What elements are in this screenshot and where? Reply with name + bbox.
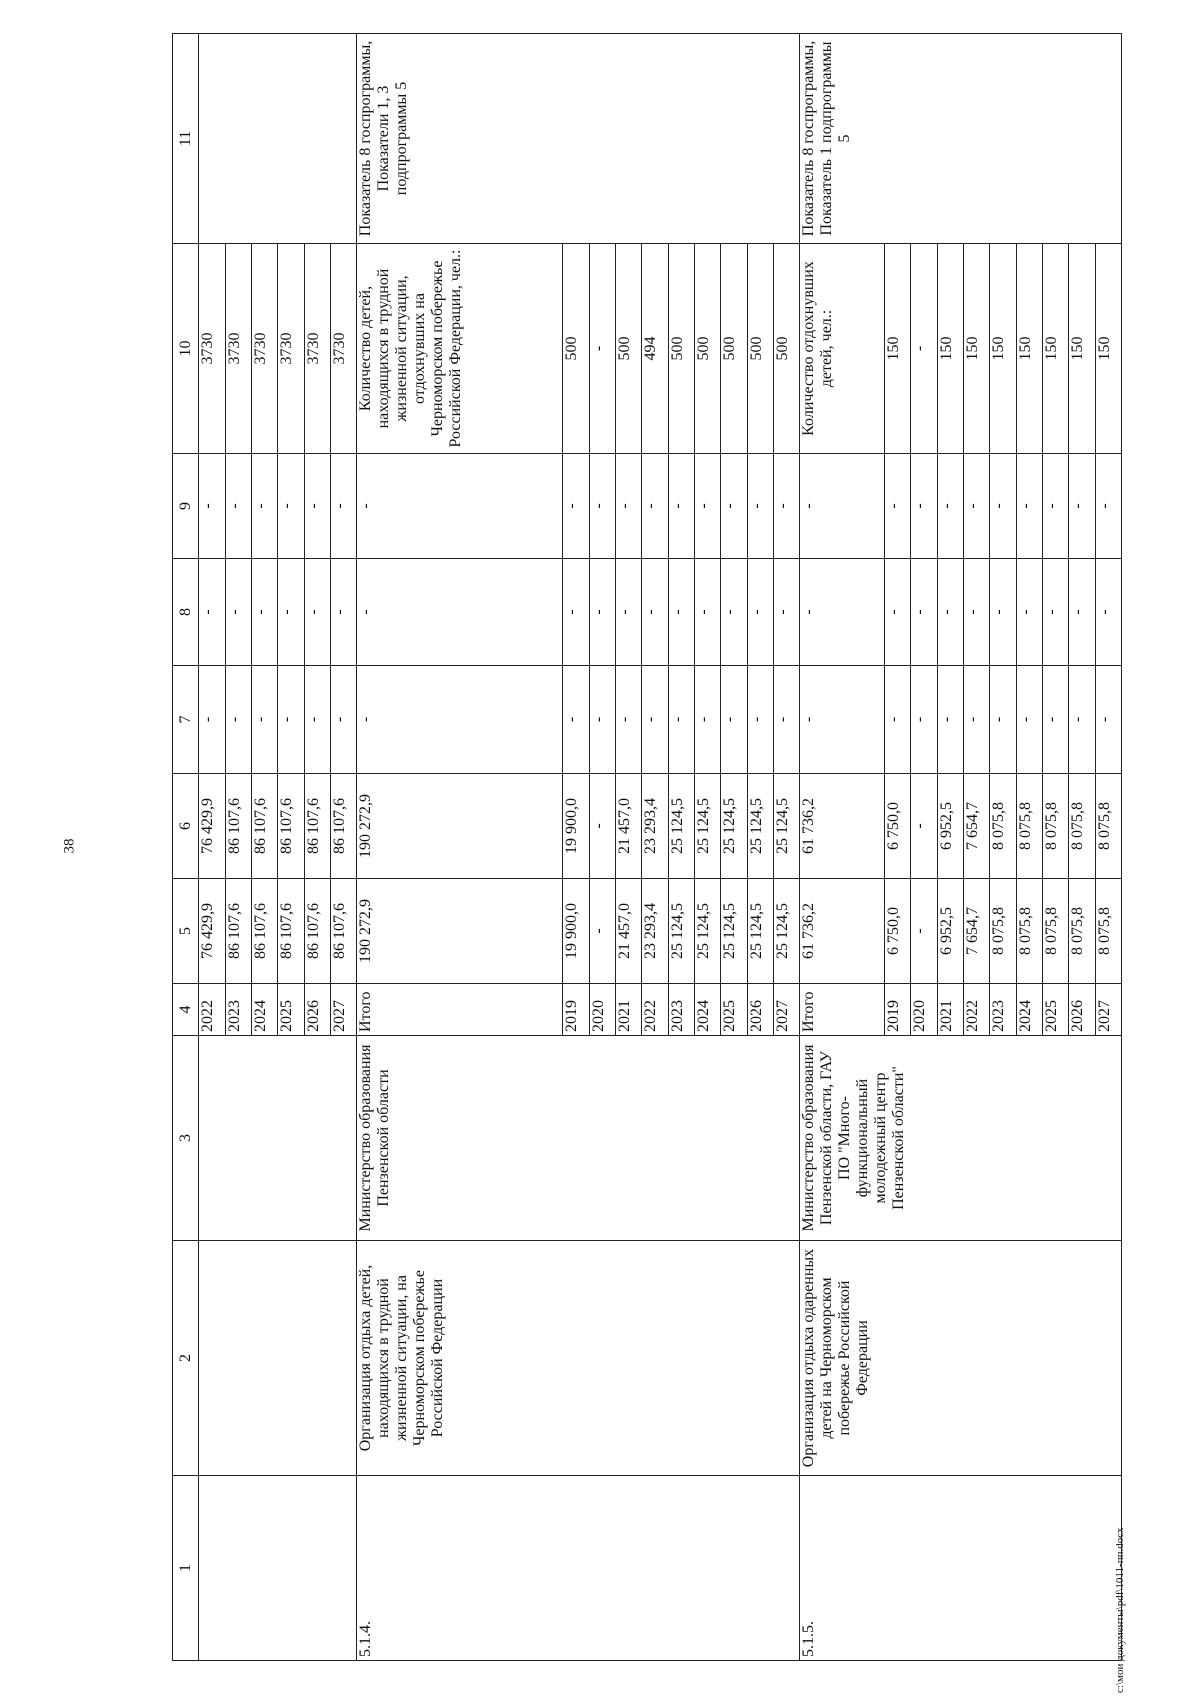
indicator-reference: Показатель 8 госпрограммы, Показатель 1 подпрограммы 5	[800, 34, 1122, 244]
year-cell: 2020	[589, 984, 615, 1036]
value-cell: -	[1016, 454, 1042, 559]
indicator-value: 150	[1042, 244, 1068, 454]
year-cell: 2024	[694, 984, 720, 1036]
indicator-value: 150	[1016, 244, 1042, 454]
value-cell: -	[721, 559, 747, 666]
value-cell: 25 124,5	[668, 774, 694, 879]
value-cell: 7 654,7	[963, 879, 989, 984]
value-cell: 7 654,7	[963, 774, 989, 879]
value-cell: 86 107,6	[278, 774, 304, 879]
value-cell: -	[1042, 666, 1068, 774]
value-cell: -	[563, 454, 589, 559]
value-cell: -	[225, 666, 251, 774]
value-cell: -	[589, 559, 615, 666]
value-cell: 25 124,5	[773, 879, 799, 984]
table-row-total	[357, 34, 563, 1661]
value-cell: 25 124,5	[747, 879, 773, 984]
value-cell: -	[694, 666, 720, 774]
value-cell: -	[747, 666, 773, 774]
program-table	[172, 33, 1122, 1661]
executor: Министерство образования Пензенской области, ГАУ ПО "Много-функциональный молодежный центр Пензенской области"	[800, 1036, 1122, 1241]
indicator-value: 150	[990, 244, 1016, 454]
value-cell: -	[885, 559, 911, 666]
value-cell: -	[616, 559, 642, 666]
column-header: 11	[173, 34, 199, 244]
value-cell: -	[937, 559, 963, 666]
value-cell: 21 457,0	[616, 879, 642, 984]
indicator-value: 150	[937, 244, 963, 454]
column-header: 5	[173, 879, 199, 984]
value-cell: 25 124,5	[694, 879, 720, 984]
measure-name: Организация отдыха одаренных детей на Черноморском побережье Российской Федерации	[800, 1241, 1122, 1476]
value-cell: -	[747, 454, 773, 559]
value-cell: 19 900,0	[563, 774, 589, 879]
value-cell: 76 429,9	[199, 879, 225, 984]
column-header: 9	[173, 454, 199, 559]
column-header: 4	[173, 984, 199, 1036]
value-cell: -	[330, 454, 356, 559]
header-row	[173, 34, 199, 1661]
value-cell: -	[773, 666, 799, 774]
value-cell: -	[225, 454, 251, 559]
value-cell: -	[330, 666, 356, 774]
total-value: -	[800, 454, 885, 559]
value-cell: -	[990, 454, 1016, 559]
value-cell: 6 750,0	[885, 774, 911, 879]
indicator-reference: Показатель 8 госпрограммы, Показатели 1, 3 подпрограммы 5	[357, 34, 800, 244]
column-header: 8	[173, 559, 199, 666]
cell-empty	[199, 1036, 357, 1241]
value-cell: -	[911, 774, 937, 879]
value-cell: -	[589, 879, 615, 984]
indicator-value: 3730	[251, 244, 277, 454]
year-cell: 2027	[773, 984, 799, 1036]
indicator-value: -	[589, 244, 615, 454]
total-value: -	[357, 559, 563, 666]
value-cell: 8 075,8	[990, 774, 1016, 879]
year-cell: 2023	[990, 984, 1016, 1036]
indicator-value: 150	[1095, 244, 1121, 454]
indicator-name: Количество отдохнувших детей, чел.:	[800, 244, 885, 454]
value-cell: 86 107,6	[225, 879, 251, 984]
value-cell: 8 075,8	[1042, 774, 1068, 879]
value-cell: -	[304, 666, 330, 774]
indicator-value: 3730	[304, 244, 330, 454]
value-cell: -	[1042, 454, 1068, 559]
value-cell: -	[694, 454, 720, 559]
value-cell: 8 075,8	[1016, 774, 1042, 879]
value-cell: -	[1095, 454, 1121, 559]
total-value: 61 736,2	[800, 774, 885, 879]
value-cell: -	[721, 666, 747, 774]
cell-empty	[199, 34, 357, 244]
total-label: Итого	[800, 984, 885, 1036]
page-number: 38	[61, 838, 78, 854]
value-cell: -	[330, 559, 356, 666]
cell-empty	[199, 1476, 357, 1661]
indicator-value: 3730	[199, 244, 225, 454]
value-cell: -	[963, 559, 989, 666]
value-cell: -	[304, 559, 330, 666]
column-header: 7	[173, 666, 199, 774]
value-cell: 21 457,0	[616, 774, 642, 879]
value-cell: 8 075,8	[1069, 879, 1095, 984]
column-header: 3	[173, 1036, 199, 1241]
value-cell: 8 075,8	[1069, 774, 1095, 879]
value-cell: -	[589, 774, 615, 879]
value-cell: -	[911, 559, 937, 666]
year-cell: 2019	[885, 984, 911, 1036]
value-cell: -	[990, 666, 1016, 774]
value-cell: -	[563, 559, 589, 666]
year-cell: 2025	[721, 984, 747, 1036]
value-cell: -	[589, 454, 615, 559]
indicator-value: -	[911, 244, 937, 454]
indicator-value: 500	[747, 244, 773, 454]
footer-file-path: c:\мои документы\pdf\1011-пп.docx	[1114, 1527, 1126, 1693]
value-cell: 86 107,6	[330, 774, 356, 879]
value-cell: 6 952,5	[937, 774, 963, 879]
indicator-value: 3730	[278, 244, 304, 454]
year-cell: 2023	[668, 984, 694, 1036]
year-cell: 2025	[278, 984, 304, 1036]
indicator-value: 500	[694, 244, 720, 454]
column-header: 6	[173, 774, 199, 879]
column-header: 10	[173, 244, 199, 454]
value-cell: -	[642, 559, 668, 666]
total-label: Итого	[357, 984, 563, 1036]
value-cell: -	[1095, 666, 1121, 774]
value-cell: 23 293,4	[642, 879, 668, 984]
value-cell: -	[1016, 666, 1042, 774]
value-cell: 6 952,5	[937, 879, 963, 984]
value-cell: 86 107,6	[304, 879, 330, 984]
value-cell: -	[668, 559, 694, 666]
indicator-value: 150	[885, 244, 911, 454]
value-cell: -	[251, 454, 277, 559]
year-cell: 2025	[1042, 984, 1068, 1036]
value-cell: 8 075,8	[1095, 879, 1121, 984]
value-cell: -	[937, 454, 963, 559]
value-cell: -	[199, 559, 225, 666]
value-cell: -	[199, 454, 225, 559]
value-cell: 86 107,6	[278, 879, 304, 984]
value-cell: 8 075,8	[1042, 879, 1068, 984]
year-cell: 2021	[937, 984, 963, 1036]
value-cell: -	[1095, 559, 1121, 666]
indicator-value: 500	[616, 244, 642, 454]
item-number: 5.1.4.	[357, 1476, 800, 1661]
item-number: 5.1.5.	[800, 1476, 1122, 1661]
value-cell: 25 124,5	[668, 879, 694, 984]
indicator-value: 500	[721, 244, 747, 454]
value-cell: -	[668, 454, 694, 559]
value-cell: -	[747, 559, 773, 666]
value-cell: 25 124,5	[773, 774, 799, 879]
value-cell: 76 429,9	[199, 774, 225, 879]
executor: Министерство образования Пензенской области	[357, 1036, 800, 1241]
year-cell: 2022	[199, 984, 225, 1036]
indicator-value: 3730	[330, 244, 356, 454]
value-cell: 86 107,6	[304, 774, 330, 879]
indicator-value: 500	[563, 244, 589, 454]
value-cell: -	[1042, 559, 1068, 666]
year-cell: 2024	[1016, 984, 1042, 1036]
total-value: 61 736,2	[800, 879, 885, 984]
value-cell: 8 075,8	[1016, 879, 1042, 984]
rotated-table-wrapper	[172, 34, 1122, 1661]
year-cell: 2019	[563, 984, 589, 1036]
year-cell: 2024	[251, 984, 277, 1036]
year-cell: 2026	[1069, 984, 1095, 1036]
value-cell: -	[885, 666, 911, 774]
value-cell: 86 107,6	[225, 774, 251, 879]
value-cell: 23 293,4	[642, 774, 668, 879]
value-cell: -	[563, 666, 589, 774]
table-row-total	[800, 34, 885, 1661]
indicator-name: Количество детей, находящихся в трудной жизненной ситуации, отдохнувших на Черноморском побережье Российской Федерации, чел.:	[357, 244, 563, 454]
indicator-value: 500	[668, 244, 694, 454]
value-cell: -	[773, 454, 799, 559]
value-cell: -	[251, 666, 277, 774]
total-value: 190 272,9	[357, 774, 563, 879]
value-cell: -	[642, 454, 668, 559]
value-cell: 86 107,6	[330, 879, 356, 984]
value-cell: -	[668, 666, 694, 774]
year-cell: 2022	[963, 984, 989, 1036]
total-value: -	[357, 666, 563, 774]
value-cell: -	[963, 666, 989, 774]
measure-name: Организация отдыха детей, находящихся в трудной жизненной ситуации, на Черноморском побережье Российской Федерации	[357, 1241, 800, 1476]
value-cell: -	[278, 666, 304, 774]
value-cell: -	[721, 454, 747, 559]
year-cell: 2021	[616, 984, 642, 1036]
year-cell: 2026	[304, 984, 330, 1036]
value-cell: -	[911, 879, 937, 984]
value-cell: -	[990, 559, 1016, 666]
year-cell: 2022	[642, 984, 668, 1036]
value-cell: -	[1069, 559, 1095, 666]
total-value: -	[800, 559, 885, 666]
value-cell: -	[694, 559, 720, 666]
year-cell: 2027	[1095, 984, 1121, 1036]
total-value: 190 272,9	[357, 879, 563, 984]
value-cell: -	[911, 666, 937, 774]
total-value: -	[800, 666, 885, 774]
column-header: 1	[173, 1476, 199, 1661]
table-body	[173, 34, 1122, 1661]
value-cell: 19 900,0	[563, 879, 589, 984]
year-cell: 2020	[911, 984, 937, 1036]
year-cell: 2023	[225, 984, 251, 1036]
value-cell: -	[937, 666, 963, 774]
value-cell: 25 124,5	[747, 774, 773, 879]
value-cell: -	[251, 559, 277, 666]
indicator-value: 150	[1069, 244, 1095, 454]
value-cell: -	[642, 666, 668, 774]
value-cell: -	[885, 454, 911, 559]
value-cell: -	[278, 454, 304, 559]
table-row	[199, 34, 225, 1661]
value-cell: 25 124,5	[721, 879, 747, 984]
value-cell: 6 750,0	[885, 879, 911, 984]
value-cell: 25 124,5	[694, 774, 720, 879]
value-cell: -	[1069, 666, 1095, 774]
cell-empty	[199, 1241, 357, 1476]
value-cell: 8 075,8	[1095, 774, 1121, 879]
value-cell: -	[589, 666, 615, 774]
column-header: 2	[173, 1241, 199, 1476]
value-cell: -	[963, 454, 989, 559]
value-cell: -	[1016, 559, 1042, 666]
year-cell: 2026	[747, 984, 773, 1036]
value-cell: 86 107,6	[251, 774, 277, 879]
value-cell: -	[773, 559, 799, 666]
value-cell: 86 107,6	[251, 879, 277, 984]
indicator-value: 3730	[225, 244, 251, 454]
indicator-value: 150	[963, 244, 989, 454]
value-cell: -	[304, 454, 330, 559]
value-cell: -	[278, 559, 304, 666]
value-cell: -	[911, 454, 937, 559]
year-cell: 2027	[330, 984, 356, 1036]
value-cell: 8 075,8	[990, 879, 1016, 984]
value-cell: -	[1069, 454, 1095, 559]
value-cell: -	[199, 666, 225, 774]
value-cell: 25 124,5	[721, 774, 747, 879]
indicator-value: 500	[773, 244, 799, 454]
indicator-value: 494	[642, 244, 668, 454]
value-cell: -	[616, 666, 642, 774]
value-cell: -	[225, 559, 251, 666]
total-value: -	[357, 454, 563, 559]
value-cell: -	[616, 454, 642, 559]
